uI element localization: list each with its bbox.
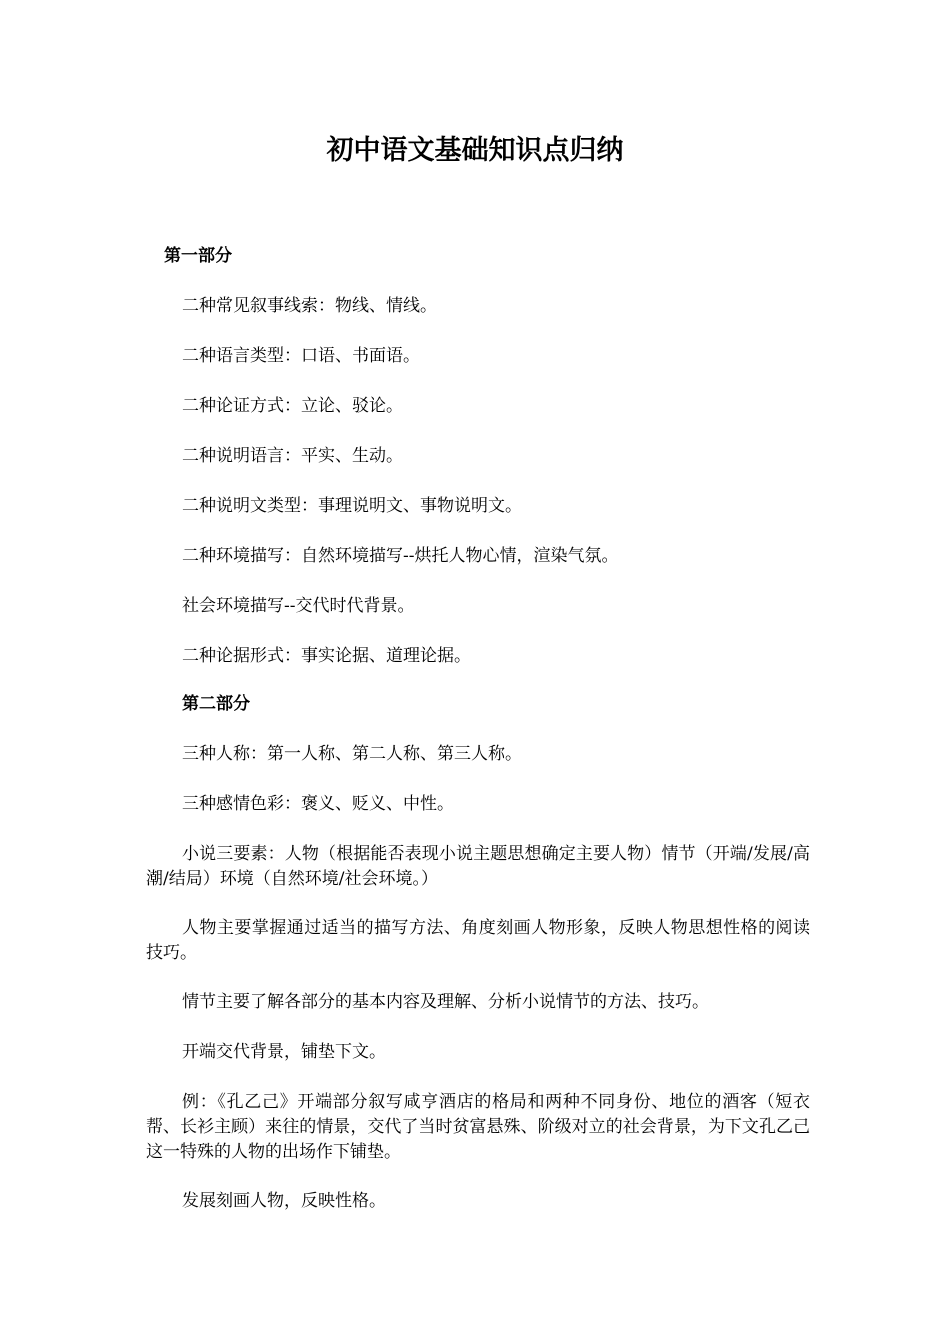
- part2-paragraph-2: 人物主要掌握通过适当的描写方法、角度刻画人物形象，反映人物思想性格的阅读技巧。: [146, 918, 810, 963]
- part2-paragraph-4: 开端交代背景，铺垫下文。: [182, 1042, 386, 1062]
- part2-paragraph-6: 发展刻画人物，反映性格。: [182, 1191, 386, 1211]
- part1-heading: 第一部分: [164, 246, 232, 266]
- part2-paragraph-3: 情节主要了解各部分的基本内容及理解、分析小说情节的方法、技巧。: [182, 992, 709, 1012]
- part1-line-4: 二种说明语言：平实、生动。: [182, 446, 403, 466]
- part2-heading: 第二部分: [182, 694, 250, 714]
- document-title: 初中语文基础知识点归纳: [326, 135, 624, 166]
- part1-line-5: 二种说明文类型：事理说明文、事物说明文。: [182, 496, 522, 516]
- part1-line-1: 二种常见叙事线索：物线、情线。: [182, 296, 437, 316]
- part2-line-2: 三种感情色彩：褒义、贬义、中性。: [182, 794, 454, 814]
- part1-line-8: 二种论据形式：事实论据、道理论据。: [182, 646, 471, 666]
- part2-paragraph-1: 小说三要素：人物（根据能否表现小说主题思想确定主要人物）情节（开端/发展/高潮/结局）环境（自然环境/社会环境。）: [146, 844, 810, 889]
- part1-line-3: 二种论证方式：立论、驳论。: [182, 396, 403, 416]
- part2-line-1: 三种人称：第一人称、第二人称、第三人称。: [182, 744, 522, 764]
- part1-line-6: 二种环境描写：自然环境描写--烘托人物心情，渲染气氛。: [182, 546, 619, 566]
- part2-paragraph-5: 例：《孔乙己》开端部分叙写咸亨酒店的格局和两种不同身份、地位的酒客（短衣帮、长衫主顾）来往的情景，交代了当时贫富悬殊、阶级对立的社会背景，为下文孔乙己这一特殊的人物的出场作下铺垫。: [146, 1092, 810, 1162]
- part1-line-7: 社会环境描写--交代时代背景。: [182, 596, 415, 616]
- part1-line-2: 二种语言类型：口语、书面语。: [182, 346, 420, 366]
